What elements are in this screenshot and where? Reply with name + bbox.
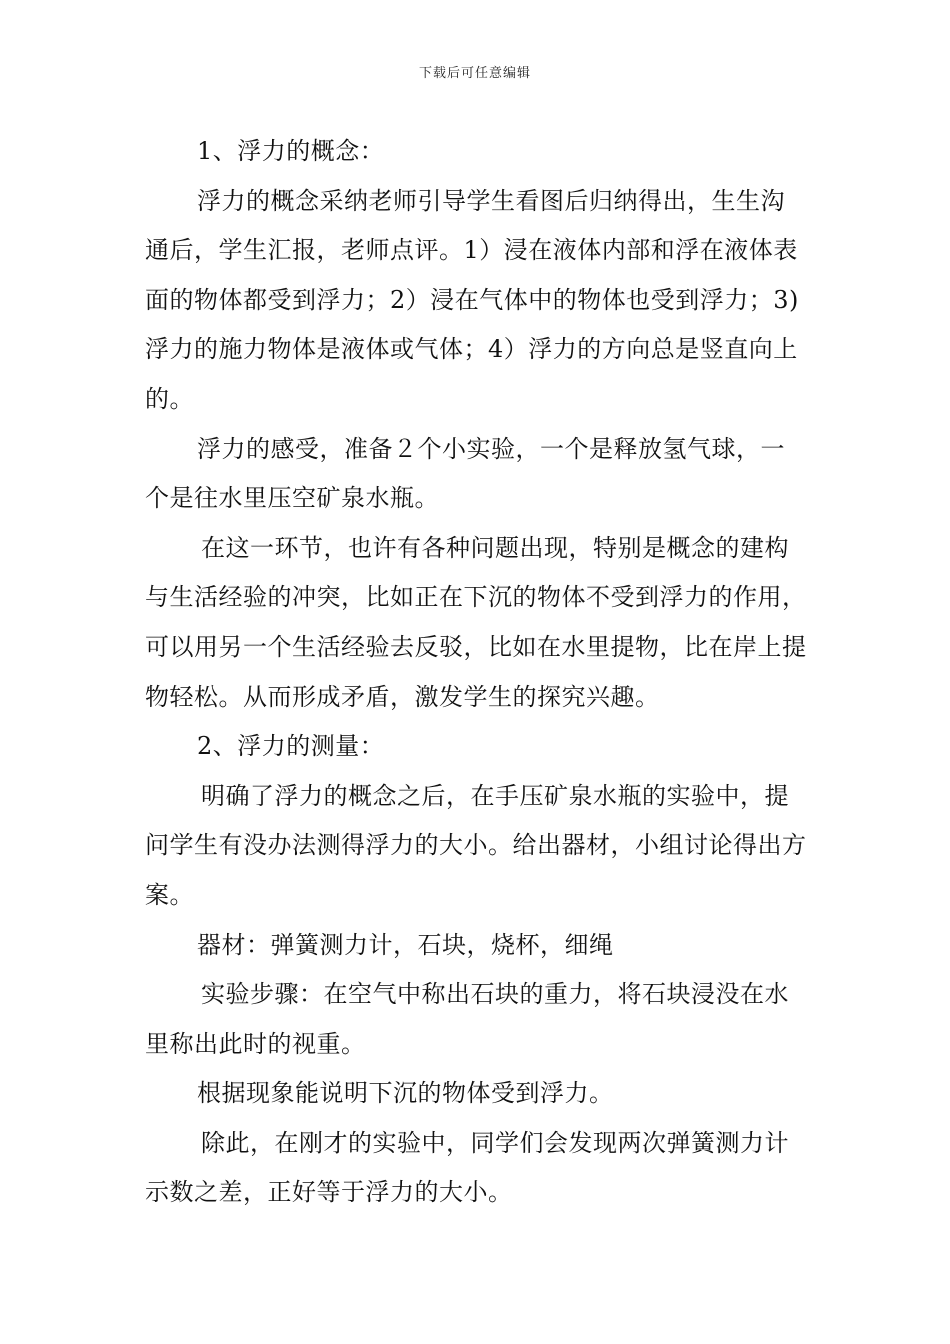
paragraph-buoyancy-experience: 浮力的感受，准备２个小实验，一个是释放氢气球，一个是往水里压空矿泉水瓶。 (145, 434, 785, 513)
paragraph-conclusion: 除此，在刚才的实验中，同学们会发现两次弹簧测力计示数之差，正好等于浮力的大小。 (145, 1128, 789, 1207)
paragraph-equipment-list: 器材：弹簧测力计，石块，烧杯，细绳 (197, 930, 614, 959)
document-body (145, 127, 807, 1218)
paragraph-concept-description: 浮力的概念采纳老师引导学生看图后归纳得出，生生沟通后，学生汇报，老师点评。1）浸在液体内部和浮在液体表面的物体都受到浮力；2）浸在气体中的物体也受到浮力；3)浮力的施力物体是液体或气体；4）浮力的方向总是竖直向上的。 (145, 186, 799, 413)
section-heading-buoyancy-measurement: 2、浮力的测量： (197, 732, 385, 761)
page-header: 下载后可任意编辑 (418, 66, 531, 81)
paragraph-experiment-steps: 实验步骤：在空气中称出石块的重力，将石块浸没在水里称出此时的视重。 (145, 980, 789, 1058)
paragraph-phenomenon-explanation: 根据现象能说明下沉的物体受到浮力。 (197, 1079, 614, 1108)
paragraph-conflict-discussion: 在这一环节，也许有各种问题出现，特别是概念的建构与生活经验的冲突，比如正在下沉的物体不受到浮力的作用，可以用另一个生活经验去反驳，比如在水里提物，比在岸上提物轻松。从而形成矛盾，激发学生的探究兴趣。 (145, 533, 807, 711)
paragraph-measurement-question: 明确了浮力的概念之后，在手压矿泉水瓶的实验中，提问学生有没办法测得浮力的大小。给出器材，小组讨论得出方案。 (145, 781, 807, 909)
section-heading-buoyancy-concept: 1、浮力的概念： (197, 137, 385, 165)
